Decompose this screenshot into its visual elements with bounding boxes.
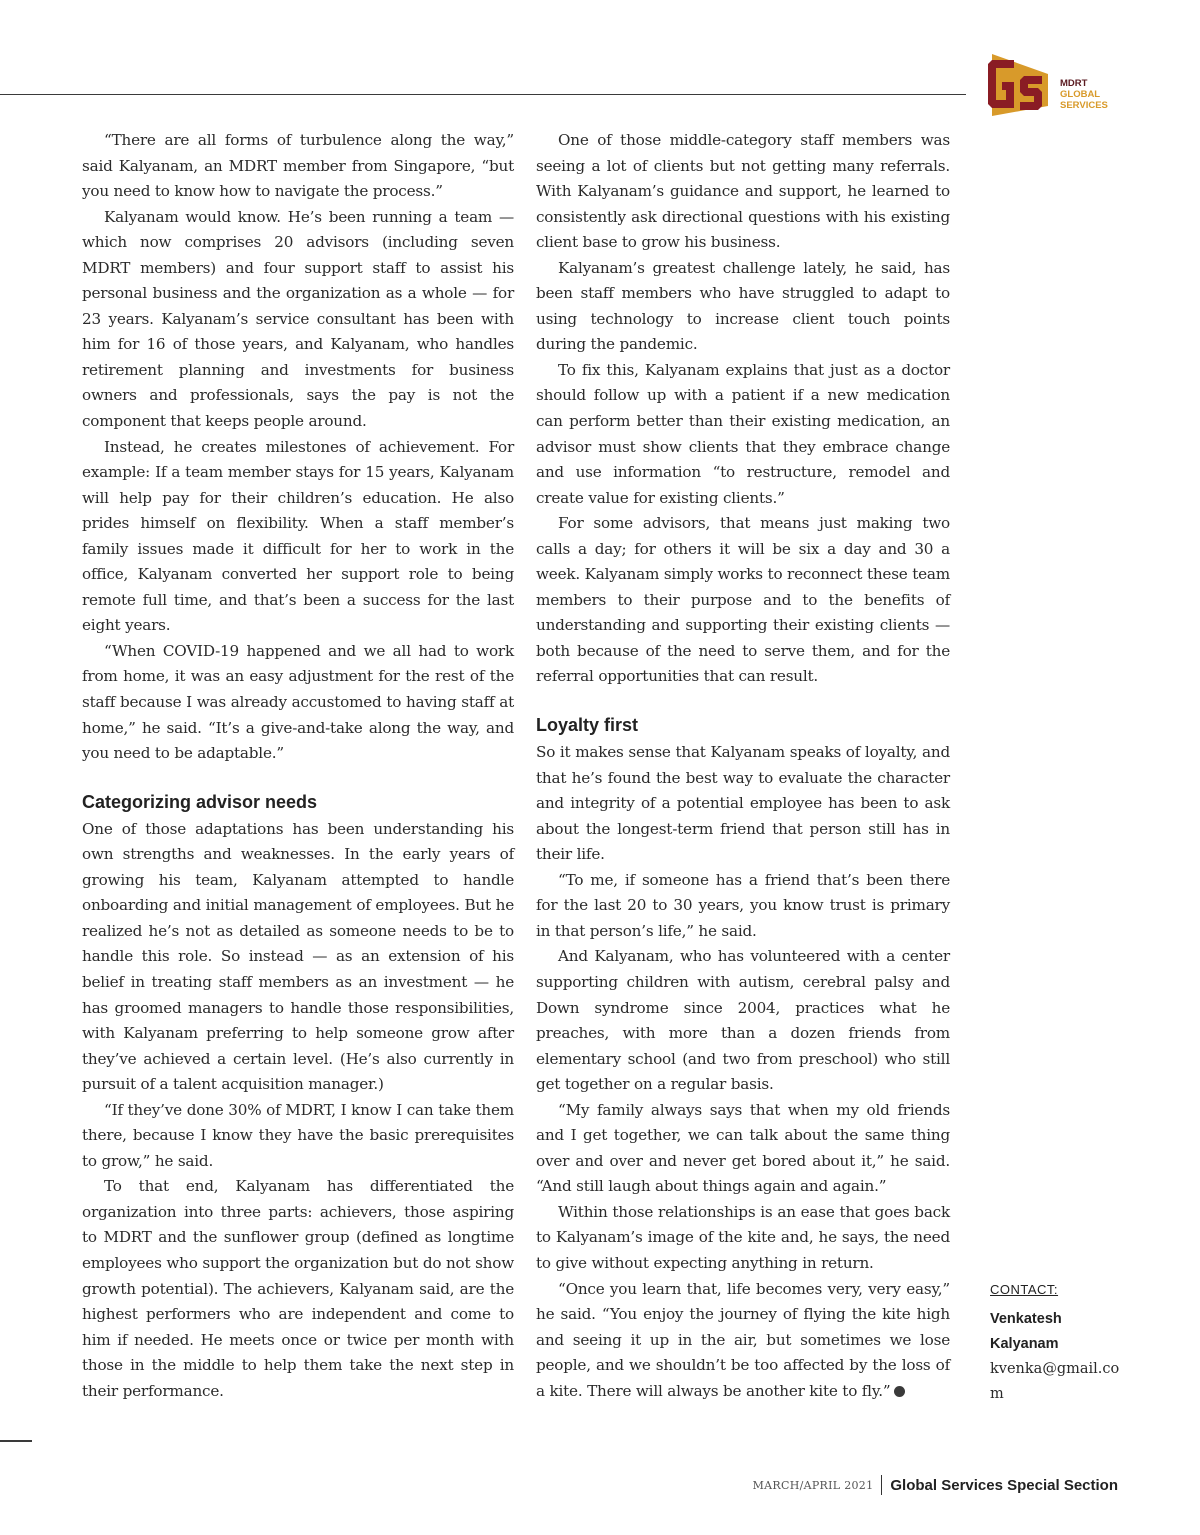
paragraph: Kalyanam’s greatest challenge lately, he said, has been staff members who have struggled to adapt to using technology to increase client touch points during the pandemic. bbox=[536, 258, 950, 354]
logo-line-mdrt: MDRT bbox=[1060, 78, 1088, 89]
paragraph: One of those adaptations has been understanding his own strengths and weaknesses. In the early years of growing his team, Kalyanam attempted to handle onboarding and initial management of employees. But he realized he’s not as detailed as someone needs to be to handle this role. So instead — as an extension of his belief in treating staff members as an investment — he has groomed managers to handle those responsibilities, with Kalyanam preferring to help someone grow after they’ve achieved a certain level. (He’s also currently in pursuit of a talent acquisition manager.) bbox=[82, 819, 514, 1094]
logo-wordmark bbox=[1060, 78, 1108, 111]
logo-line-global: GLOBAL bbox=[1060, 89, 1101, 100]
paragraph-text: “Once you learn that, life becomes very, very easy,” he said. “You enjoy the journey of flying the kite high and seeing it up in the air, but sometimes we lose people, and we shouldn’t be too affected by the loss of a kite. There will always be another kite to fly.” bbox=[536, 1279, 950, 1400]
paragraph: “To me, if someone has a friend that’s been there for the last 20 to 30 years, you know trust is primary in that person’s life,” he said. bbox=[536, 870, 950, 940]
footer-divider bbox=[881, 1475, 882, 1495]
paragraph: One of those middle-category staff members was seeing a lot of clients but not getting many referrals. With Kalyanam’s guidance and support, he learned to consistently ask directional questions with his existing client base to grow his business. bbox=[536, 131, 950, 252]
paragraph: “There are all forms of turbulence along the way,” said Kalyanam, an MDRT member from Singapore, “but you need to know how to navigate the process.” bbox=[82, 131, 514, 201]
paragraph: For some advisors, that means just making two calls a day; for others it will be six a day and 30 a week. Kalyanam simply works to reconnect these team members to their purpose and to the benefits of understanding and supporting their existing clients — both because of the need to serve them, and for the referral opportunities that can result. bbox=[536, 514, 950, 686]
mdrt-global-services-logo bbox=[984, 48, 1124, 118]
gs-monogram-icon bbox=[984, 48, 1054, 118]
section-title: Global Services Special Section bbox=[890, 1476, 1118, 1494]
paragraph: “If they’ve done 30% of MDRT, I know I can take them there, because I know they have the basic prerequisites to grow,” he said. bbox=[82, 1100, 514, 1170]
paragraph: To that end, Kalyanam has differentiated the organization into three parts: achievers, those aspiring to MDRT and the sunflower group (defined as longtime employees who support the organization but do not show growth potential). The achievers, Kalyanam said, are the highest performers who are independent and come to him if needed. He meets once or twice per month with those in the middle to help them take the next step in their performance. bbox=[82, 1177, 514, 1400]
paragraph: So it makes sense that Kalyanam speaks of loyalty, and that he’s found the best way to evaluate the character and integrity of a potential employee has been to ask about the longest-term friend that person still has in their life. bbox=[536, 743, 950, 864]
paragraph: “My family always says that when my old friends and I get together, we can talk about the same thing over and over and never get bored about it,” he said. “And still laugh about things again and again.” bbox=[536, 1100, 950, 1196]
right-column bbox=[536, 128, 950, 1404]
left-column bbox=[82, 128, 514, 1404]
paragraph-last bbox=[536, 1277, 950, 1405]
contact-label: CONTACT: bbox=[990, 1282, 1059, 1297]
paragraph: Kalyanam would know. He’s been running a team — which now comprises 20 advisors (including seven MDRT members) and four support staff to assist his personal business and the organization as a whole — for 23 years. Kalyanam’s service consultant has been with him for 16 of those years, and Kalyanam, who handles retirement planning and investments for business owners and professionals, says the pay is not the component that keeps people around. bbox=[82, 207, 514, 431]
contact-box bbox=[990, 1282, 1120, 1407]
paragraph: And Kalyanam, who has volunteered with a center supporting children with autism, cerebral palsy and Down syndrome since 2004, practices what he preaches, with more than a dozen friends from elementary school (and two from preschool) who still get together on a regular basis. bbox=[536, 947, 950, 1094]
contact-last-name: Kalyanam bbox=[990, 1336, 1059, 1352]
top-rule bbox=[0, 94, 966, 95]
paragraph: To fix this, Kalyanam explains that just as a doctor should follow up with a patient if a new medication can perform better than their existing medication, an advisor must show clients that they embrace change and use information “to restructure, remodel and create value for existing clients.” bbox=[536, 360, 950, 507]
contact-email-link[interactable]: kvenka@gmail.com bbox=[990, 1361, 1120, 1402]
logo-line-services: SERVICES bbox=[1060, 100, 1108, 111]
section-heading: Loyalty first bbox=[536, 715, 639, 736]
paragraph: Instead, he creates milestones of achievement. For example: If a team member stays for 15 years, Kalyanam will help pay for their children’s education. He also prides himself on flexibility. When a staff member’s family issues made it difficult for her to work in the office, Kalyanam converted her support role to being remote full time, and that’s been a success for the last eight years. bbox=[82, 437, 514, 635]
end-mark-icon bbox=[894, 1386, 905, 1397]
contact-first-name: Venkatesh bbox=[990, 1311, 1062, 1327]
section-heading: Categorizing advisor needs bbox=[82, 791, 318, 812]
bottom-rule bbox=[0, 1440, 32, 1442]
paragraph: Within those relationships is an ease that goes back to Kalyanam’s image of the kite and, he says, the need to give without expecting anything in return. bbox=[536, 1202, 950, 1272]
paragraph: “When COVID-19 happened and we all had to work from home, it was an easy adjustment for the rest of the staff because I was already accustomed to having staff at home,” he said. “It’s a give-and-take along the way, and you need to be adaptable.” bbox=[82, 641, 514, 763]
page-footer bbox=[753, 1475, 1118, 1495]
issue-date: MARCH/APRIL 2021 bbox=[752, 1478, 874, 1492]
